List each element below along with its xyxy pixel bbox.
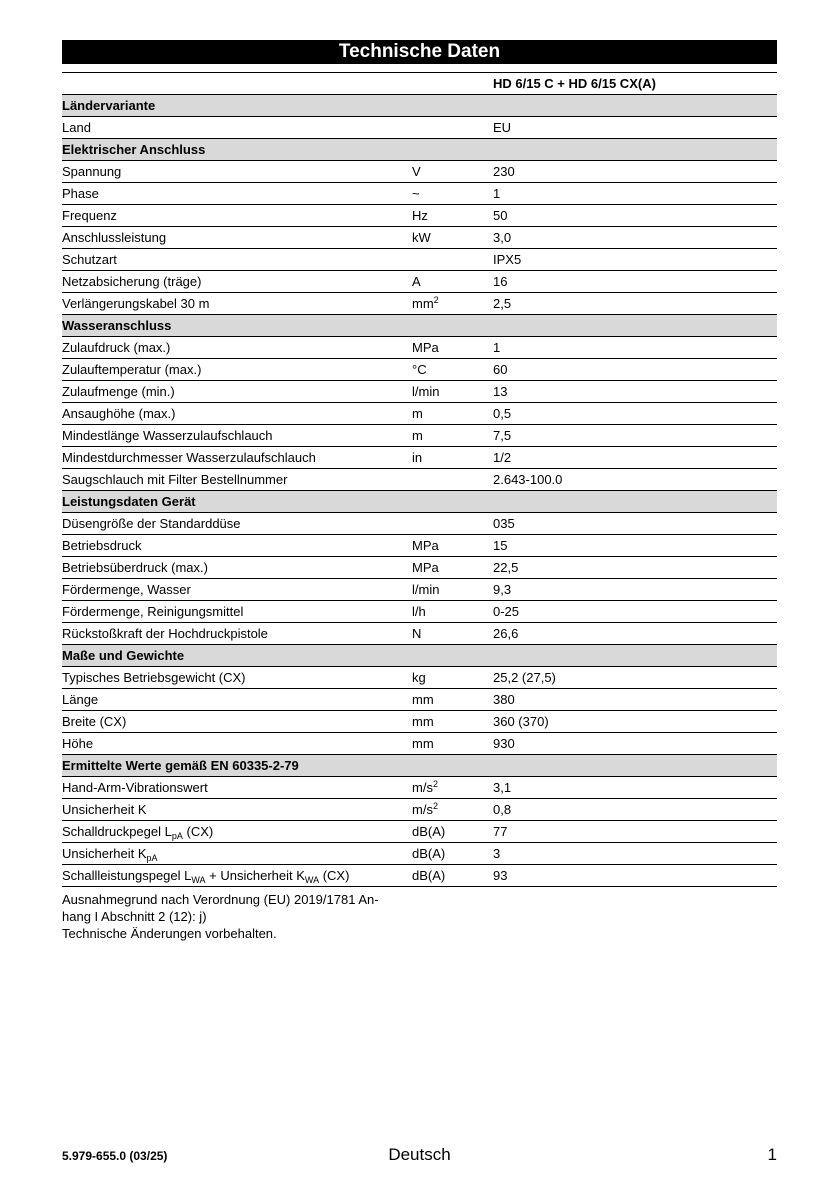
spec-value: 15 — [493, 535, 777, 557]
spec-row — [62, 513, 777, 535]
section-title: Ländervariante — [62, 95, 777, 117]
spec-unit-text: °C — [412, 362, 427, 377]
spec-label: Zulaufdruck (max.) — [62, 337, 412, 359]
note-line: hang I Abschnitt 2 (12): j) — [62, 909, 207, 924]
spec-label-part: Schalldruckpegel L — [62, 824, 172, 839]
spec-value: 93 — [493, 865, 777, 887]
section-title: Maße und Gewichte — [62, 645, 777, 667]
spec-row — [62, 337, 777, 359]
spec-label-subscript: WA — [191, 875, 206, 885]
spec-unit — [412, 843, 493, 865]
section-title: Ermittelte Werte gemäß EN 60335-2-79 — [62, 755, 777, 777]
spec-row — [62, 183, 777, 205]
spec-value: 1/2 — [493, 447, 777, 469]
spec-unit — [412, 711, 493, 733]
spec-value: 035 — [493, 513, 777, 535]
spec-unit — [412, 469, 493, 491]
spec-unit-text: MPa — [412, 340, 439, 355]
spec-row — [62, 293, 777, 315]
spec-unit-text: mm — [412, 714, 434, 729]
spec-value: 25,2 (27,5) — [493, 667, 777, 689]
spec-label: Netzabsicherung (träge) — [62, 271, 412, 293]
spec-label: Typisches Betriebsgewicht (CX) — [62, 667, 412, 689]
spec-unit-text: ~ — [412, 186, 420, 201]
spec-unit-text: MPa — [412, 560, 439, 575]
spec-label: Mindestdurchmesser Wasserzulaufschlauch — [62, 447, 412, 469]
spec-row — [62, 469, 777, 491]
spec-value: 60 — [493, 359, 777, 381]
spec-value: 230 — [493, 161, 777, 183]
spec-row — [62, 381, 777, 403]
section-title: Wasseranschluss — [62, 315, 777, 337]
spec-value: 26,6 — [493, 623, 777, 645]
spec-unit-superscript: 2 — [433, 295, 439, 305]
spec-unit — [412, 557, 493, 579]
spec-row — [62, 601, 777, 623]
spec-label: Breite (CX) — [62, 711, 412, 733]
spec-value: 3,0 — [493, 227, 777, 249]
spec-unit — [412, 821, 493, 843]
spec-unit-text: N — [412, 626, 422, 641]
spec-unit-text: kW — [412, 230, 431, 245]
spec-unit — [412, 403, 493, 425]
spec-value: 9,3 — [493, 579, 777, 601]
spec-unit — [412, 381, 493, 403]
spec-row — [62, 667, 777, 689]
spec-unit-text: m/s — [412, 780, 433, 795]
spec-label: Zulaufmenge (min.) — [62, 381, 412, 403]
spec-unit — [412, 425, 493, 447]
model-header-blank — [62, 73, 412, 95]
spec-unit-text: mm — [412, 736, 434, 751]
spec-row — [62, 579, 777, 601]
spec-unit — [412, 579, 493, 601]
spec-unit-text: mm — [412, 692, 434, 707]
spec-row — [62, 117, 777, 139]
spec-unit-text: l/h — [412, 604, 426, 619]
spec-label-subscript: pA — [171, 831, 183, 841]
spec-label: Schutzart — [62, 249, 412, 271]
spec-value: 0,5 — [493, 403, 777, 425]
model-name: HD 6/15 C + HD 6/15 CX(A) — [493, 73, 777, 95]
spec-value: IPX5 — [493, 249, 777, 271]
spec-unit — [412, 117, 493, 139]
spec-label — [62, 821, 412, 843]
spec-label-subscript: pA — [146, 853, 158, 863]
spec-label: Fördermenge, Wasser — [62, 579, 412, 601]
document-number: 5.979-655.0 (03/25) — [62, 1149, 168, 1163]
spec-unit-text: m — [412, 406, 423, 421]
spec-unit-text: m/s — [412, 802, 433, 817]
spec-unit — [412, 337, 493, 359]
spec-unit-superscript: 2 — [432, 801, 438, 811]
spec-label — [62, 865, 412, 887]
spec-label: Anschlussleistung — [62, 227, 412, 249]
section-title: Elektrischer Anschluss — [62, 139, 777, 161]
spec-row — [62, 799, 777, 821]
section-header-row — [62, 491, 777, 513]
spec-value: 3,1 — [493, 777, 777, 799]
spec-value: 930 — [493, 733, 777, 755]
spec-unit — [412, 623, 493, 645]
spec-unit — [412, 227, 493, 249]
spec-unit-text: dB(A) — [412, 868, 446, 883]
spec-unit-text: in — [412, 450, 423, 465]
spec-label: Frequenz — [62, 205, 412, 227]
spec-label-subscript: WA — [304, 875, 320, 885]
spec-table — [62, 72, 777, 887]
spec-unit — [412, 359, 493, 381]
spec-unit — [412, 865, 493, 887]
spec-row — [62, 557, 777, 579]
spec-value: 50 — [493, 205, 777, 227]
spec-row — [62, 623, 777, 645]
spec-row — [62, 447, 777, 469]
spec-row — [62, 821, 777, 843]
spec-value: 13 — [493, 381, 777, 403]
spec-label: Phase — [62, 183, 412, 205]
spec-label: Saugschlauch mit Filter Bestellnummer — [62, 469, 412, 491]
spec-unit — [412, 733, 493, 755]
spec-unit — [412, 513, 493, 535]
spec-unit — [412, 535, 493, 557]
spec-unit — [412, 249, 493, 271]
page-number: 1 — [767, 1145, 777, 1164]
spec-unit — [412, 271, 493, 293]
spec-unit-text: dB(A) — [412, 824, 446, 839]
spec-value: 22,5 — [493, 557, 777, 579]
spec-unit-text: l/min — [412, 384, 440, 399]
spec-label: Länge — [62, 689, 412, 711]
spec-unit-text: Hz — [412, 208, 428, 223]
spec-unit-text: V — [412, 164, 421, 179]
spec-value: 0-25 — [493, 601, 777, 623]
spec-value: 1 — [493, 337, 777, 359]
spec-row — [62, 205, 777, 227]
spec-label: Land — [62, 117, 412, 139]
section-header-row — [62, 139, 777, 161]
spec-unit — [412, 777, 493, 799]
model-header-row — [62, 73, 777, 95]
spec-unit-text: MPa — [412, 538, 439, 553]
spec-label: Zulauftemperatur (max.) — [62, 359, 412, 381]
spec-unit-superscript: 2 — [432, 779, 438, 789]
spec-row — [62, 777, 777, 799]
section-header-row — [62, 95, 777, 117]
spec-unit-text: kg — [412, 670, 426, 685]
spec-value: 0,8 — [493, 799, 777, 821]
spec-value: 2.643-100.0 — [493, 469, 777, 491]
spec-row — [62, 425, 777, 447]
spec-value: EU — [493, 117, 777, 139]
spec-unit — [412, 667, 493, 689]
spec-label-part: Unsicherheit K — [62, 846, 147, 861]
note-line: Ausnahmegrund nach Verordnung (EU) 2019/1781 An- — [62, 892, 379, 907]
spec-row — [62, 161, 777, 183]
spec-row — [62, 689, 777, 711]
spec-row — [62, 359, 777, 381]
spec-row — [62, 843, 777, 865]
spec-label: Betriebsüberdruck (max.) — [62, 557, 412, 579]
spec-unit — [412, 447, 493, 469]
spec-value: 3 — [493, 843, 777, 865]
spec-unit-text: A — [412, 274, 421, 289]
spec-unit — [412, 293, 493, 315]
section-header-row — [62, 315, 777, 337]
spec-value: 1 — [493, 183, 777, 205]
spec-label: Fördermenge, Reinigungsmittel — [62, 601, 412, 623]
spec-unit-text: dB(A) — [412, 846, 446, 861]
spec-label: Betriebsdruck — [62, 535, 412, 557]
spec-label: Unsicherheit K — [62, 799, 412, 821]
spec-label — [62, 843, 412, 865]
spec-value: 360 (370) — [493, 711, 777, 733]
spec-label-part: (CX) — [319, 868, 350, 883]
spec-row — [62, 403, 777, 425]
spec-label: Verlängerungskabel 30 m — [62, 293, 412, 315]
section-header-row — [62, 755, 777, 777]
model-header-blank-unit — [412, 73, 493, 95]
spec-row — [62, 249, 777, 271]
spec-unit — [412, 183, 493, 205]
spec-unit — [412, 689, 493, 711]
spec-row — [62, 711, 777, 733]
spec-row — [62, 271, 777, 293]
spec-unit-text: m — [412, 428, 423, 443]
spec-label-part: Schallleistungspegel L — [62, 868, 192, 883]
section-title: Leistungsdaten Gerät — [62, 491, 777, 513]
page-title: Technische Daten — [62, 40, 777, 64]
spec-label: Spannung — [62, 161, 412, 183]
spec-row — [62, 733, 777, 755]
spec-value: 380 — [493, 689, 777, 711]
spec-unit — [412, 799, 493, 821]
spec-row — [62, 865, 777, 887]
spec-label: Ansaughöhe (max.) — [62, 403, 412, 425]
spec-value: 2,5 — [493, 293, 777, 315]
spec-unit-text: mm — [412, 296, 434, 311]
spec-unit-text: l/min — [412, 582, 440, 597]
spec-unit — [412, 601, 493, 623]
spec-value: 77 — [493, 821, 777, 843]
spec-label-part: + Unsicherheit K — [205, 868, 305, 883]
spec-value: 16 — [493, 271, 777, 293]
section-header-row — [62, 645, 777, 667]
spec-value: 7,5 — [493, 425, 777, 447]
notes — [62, 891, 412, 942]
spec-label: Rückstoßkraft der Hochdruckpistole — [62, 623, 412, 645]
spec-row — [62, 535, 777, 557]
footer-language: Deutsch — [388, 1145, 451, 1164]
note-line: Technische Änderungen vorbehalten. — [62, 926, 277, 941]
spec-unit — [412, 161, 493, 183]
spec-label: Düsengröße der Standarddüse — [62, 513, 412, 535]
spec-label: Mindestlänge Wasserzulaufschlauch — [62, 425, 412, 447]
spec-label: Hand-Arm-Vibrationswert — [62, 777, 412, 799]
spec-label-part: (CX) — [182, 824, 214, 839]
spec-row — [62, 227, 777, 249]
spec-label: Höhe — [62, 733, 412, 755]
spec-unit — [412, 205, 493, 227]
